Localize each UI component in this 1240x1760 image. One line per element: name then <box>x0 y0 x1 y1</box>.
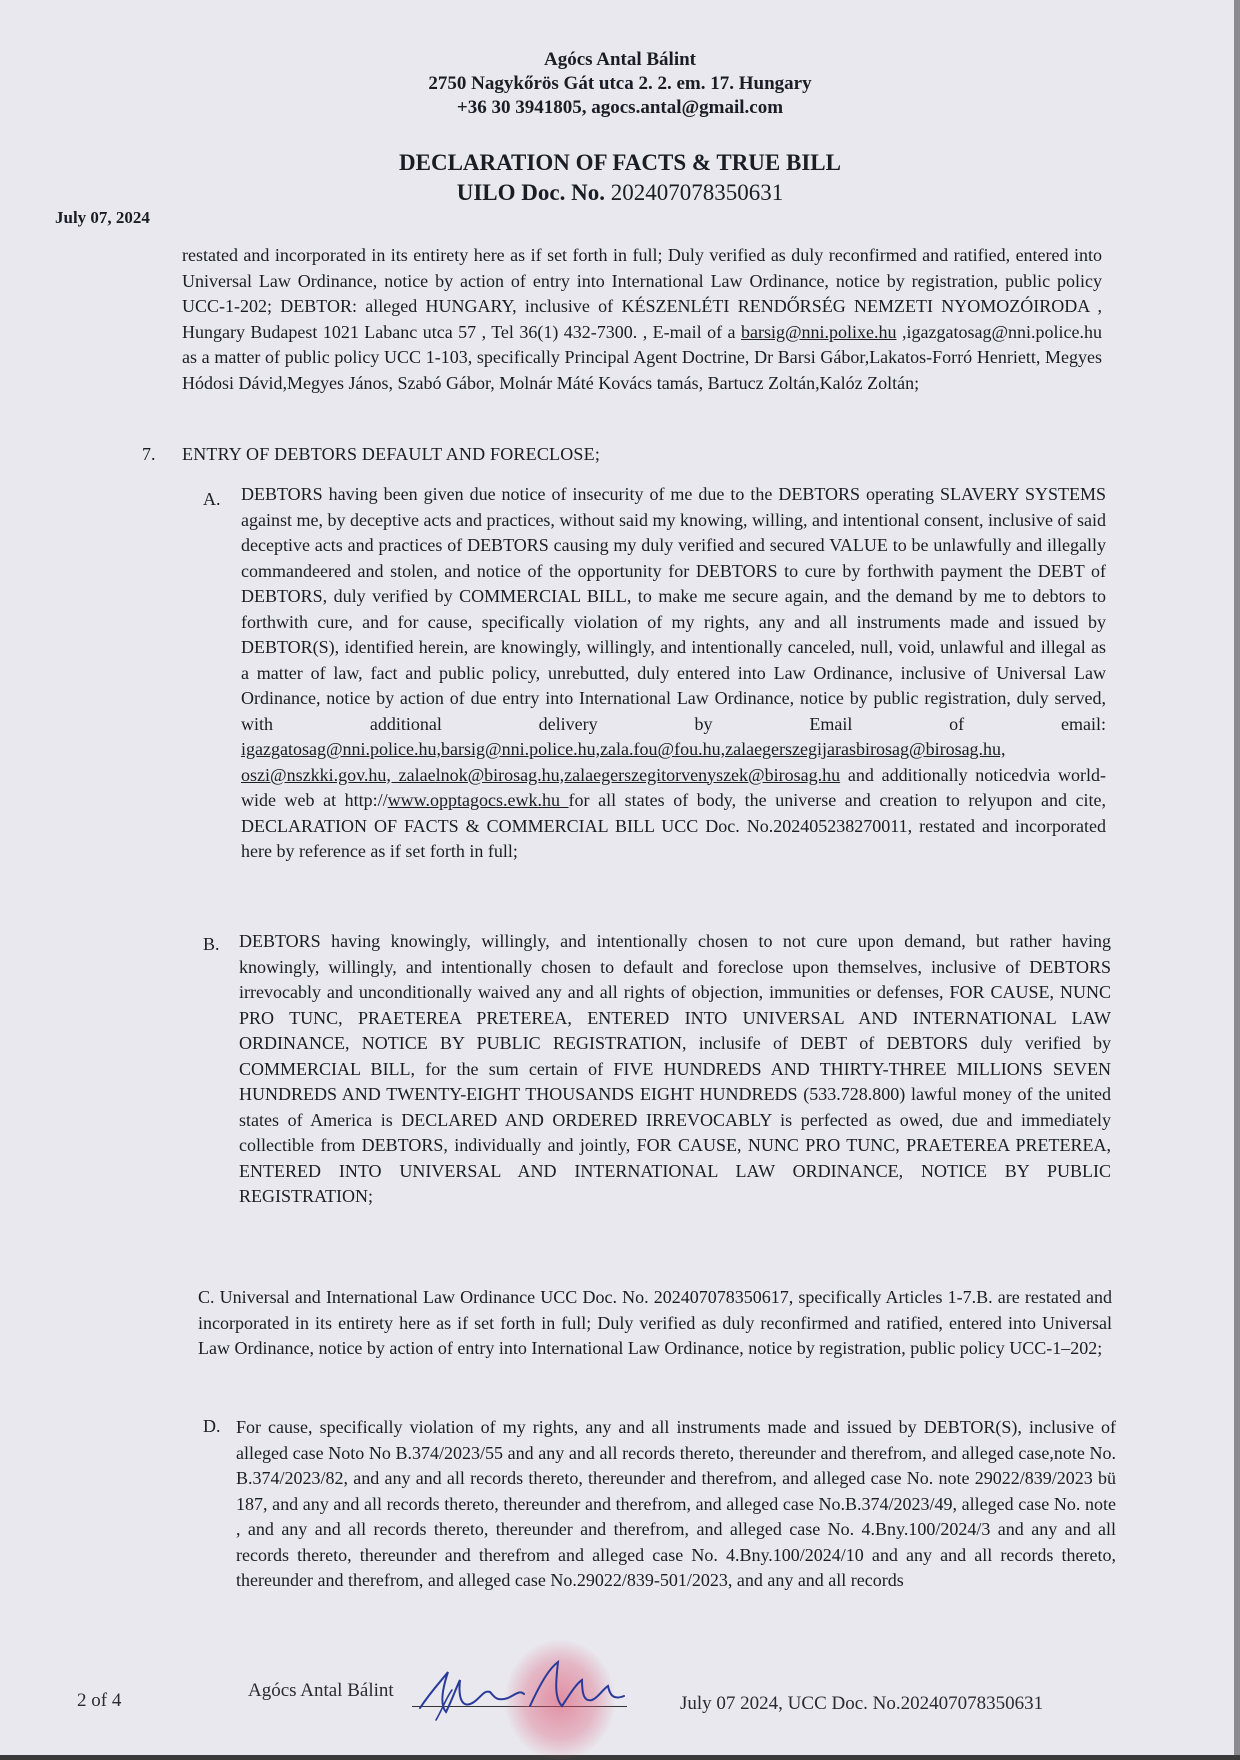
lead-text-2: ,igazgatosag@nni.police.hu as a matter of public policy UCC 1-103, specifically Principal Agent Doctrine, Dr Barsi Gábor,Lakatos-Forró Henriett, Megyes Hódosi Dávid,Megyes János, Szabó Gábor, Molnár Máté Kovács tamás, Bartucz Zoltán,Kalóz Zoltán; <box>182 321 1102 393</box>
section-number: 7. <box>142 444 156 464</box>
sender-header <box>0 48 1240 120</box>
item-a-text-1: DEBTORS having been given due notice of insecurity of me due to the DEBTORS operating SLAVERY SYSTEMS against me, by deceptive acts and practices, without said my knowing, willing, and intentional consent, inclusive of said deceptive acts and practices of DEBTORS causing my duly verified and secured VALUE to be unlawfully and illegally commandeered and stolen, and notice of the opportunity for DEBTORS to cure by forthwith payment the DEBT of DEBTORS, duly verified by COMMERCIAL BILL, to make me secure again, and the demand by me to debtors to forthwith cure, and for cause, specifically violation of my rights, any and all instruments made and issued by DEBTOR(S), identified herein, are knowingly, willingly, and intentionally canceled, null, void, unlawful and illegal as a matter of law, fact and public policy, unrebutted, duly entered into Law Ordinance, inclusive of Universal Law Ordinance, notice by action of due entry into International Law Ordinance, notice by public registration, duly served, with additional delivery by Email of email: <box>241 484 1106 734</box>
item-b-text: DEBTORS having knowingly, willingly, and intentionally chosen to not cure upon demand, but rather having knowingly, willingly, and intentionally chosen to default and foreclose upon themselves, inclusive of DEBTORS irrevocably and unconditionally waived any and all rights of objection, immunities or defenses, FOR CAUSE, NUNC PRO TUNC, PRAETEREA PRETEREA, ENTERED INTO UNIVERSAL AND INTERNATIONAL LAW ORDINANCE, NOTICE BY PUBLIC REGISTRATION, inclusife of DEBT of DEBTORS duly verified by COMMERCIAL BILL, for the sum certain of FIVE HUNDREDS AND THIRTY-THREE MILLIONS SEVEN HUNDREDS AND TWENTY-EIGHT THOUSANDS EIGHT HUNDREDS (533.728.800) lawful money of the united states of America is DECLARED AND ORDERED IRREVOCABLY is perfected as owed, due and immediately collectible from DEBTORS, individually and jointly, FOR CAUSE, NUNC PRO TUNC, PRAETEREA PRETEREA, ENTERED INTO UNIVERSAL AND INTERNATIONAL LAW ORDINANCE, NOTICE BY PUBLIC REGISTRATION; <box>239 931 1111 1206</box>
document-date: July 07, 2024 <box>55 208 150 227</box>
page-number: 2 of 4 <box>77 1690 122 1711</box>
item-a-text-3: for all states of body, the universe and creation to relyupon and cite, DECLARATION OF FACTS & COMMERCIAL BILL UCC Doc. No.202405238270011, restated and incorporated here by reference as if set forth in full; <box>241 790 1106 861</box>
email-link[interactable]: barsig@nni.polixe.hu <box>740 321 897 342</box>
item-c-paragraph <box>198 1285 1112 1362</box>
sender-contact: +36 30 3941805, agocs.antal@gmail.com <box>456 97 784 118</box>
page-edge <box>1234 0 1240 1755</box>
sender-address: 2750 Nagykőrös Gát utca 2. 2. em. 17. Hungary <box>428 73 812 94</box>
item-a-letter: A. <box>203 489 221 509</box>
item-c-text: Universal and International Law Ordinance UCC Doc. No. 202407078350617, specifically Articles 1-7.B. are restated and incorporated in its entirety here as if set forth in full; Duly verified as duly reconfirmed and ratified, entered into Universal Law Ordinance, notice by action of entry into International Law Ordinance, notice by registration, public policy UCC-1–202; <box>198 1287 1113 1358</box>
item-d-letter: D. <box>203 1416 221 1436</box>
email-list-link[interactable]: igazgatosag@nni.police.hu,barsig@nni.police.hu,zala.fou@fou.hu,zalaegerszegijarasbirosag@birosag.hu, oszi@nszkki.gov.hu, zalaelnok@birosag.hu,zalaegerszegitorvenyszek@birosag.hu <box>241 739 1006 785</box>
footer-doc-reference: July 07 2024, UCC Doc. No.202407078350631 <box>680 1693 1044 1714</box>
item-b-letter: B. <box>203 934 220 954</box>
doc-number-label: UILO Doc. No. <box>456 180 605 205</box>
section-title: ENTRY OF DEBTORS DEFAULT AND FORECLOSE; <box>182 444 601 464</box>
lead-text-1: restated and incorporated in its entirety here as if set forth in full; Duly verified as duly reconfirmed and ratified, entered into Universal Law Ordinance, notice by action of entry into International Law Ordinance, notice by registration, public policy UCC-1-202; DEBTOR: alleged HUNGARY, inclusive of KÉSZENLÉTI RENDŐRSÉG NEMZETI NYOMOZÓIRODA , Hungary Budapest 1021 Labanc utca 57 , Tel 36(1) 432-7300. , E-mail of a <box>182 245 1102 342</box>
item-a-text <box>241 482 1106 865</box>
footer-signer-name: Agócs Antal Bálint <box>248 1680 394 1701</box>
signature-stroke <box>420 1662 624 1712</box>
document-title <box>0 148 1240 208</box>
website-link[interactable]: www.opptagocs.ewk.hu <box>387 790 569 810</box>
item-d-text: For cause, specifically violation of my rights, any and all instruments made and issued by DEBTOR(S), inclusive of alleged case Noto No B.374/2023/55 and any and all records thereto, thereunder and therefrom, and alleged case,note No. B.374/2023/82, and any and all records thereto, thereunder and therefrom, and alleged case No. note 29022/839/2023 bü 187, and any and all records thereto, thereunder and therefrom, and alleged case No.B.374/2023/49, alleged case No. note , and any and all records thereto, thereunder and therefrom, and alleged case No. 4.Bny.100/2024/3 and any and all records thereto, thereunder and therefrom and alleged case No. 4.Bny.100/2024/10 and any and all records thereto, thereunder and therefrom, and alleged case No.29022/839-501/2023, and any and all records <box>236 1417 1116 1590</box>
title-line: DECLARATION OF FACTS & TRUE BILL <box>399 150 841 175</box>
sender-name: Agócs Antal Bálint <box>543 49 697 70</box>
handwritten-signature <box>412 1650 642 1730</box>
item-c-letter: C. <box>198 1287 215 1307</box>
doc-number-line <box>0 178 1240 208</box>
item-a-text-2: and additionally noticedvia world-wide web at http:// <box>241 764 1106 810</box>
lead-paragraph <box>182 243 1102 396</box>
doc-number: 202407078350631 <box>610 180 784 205</box>
